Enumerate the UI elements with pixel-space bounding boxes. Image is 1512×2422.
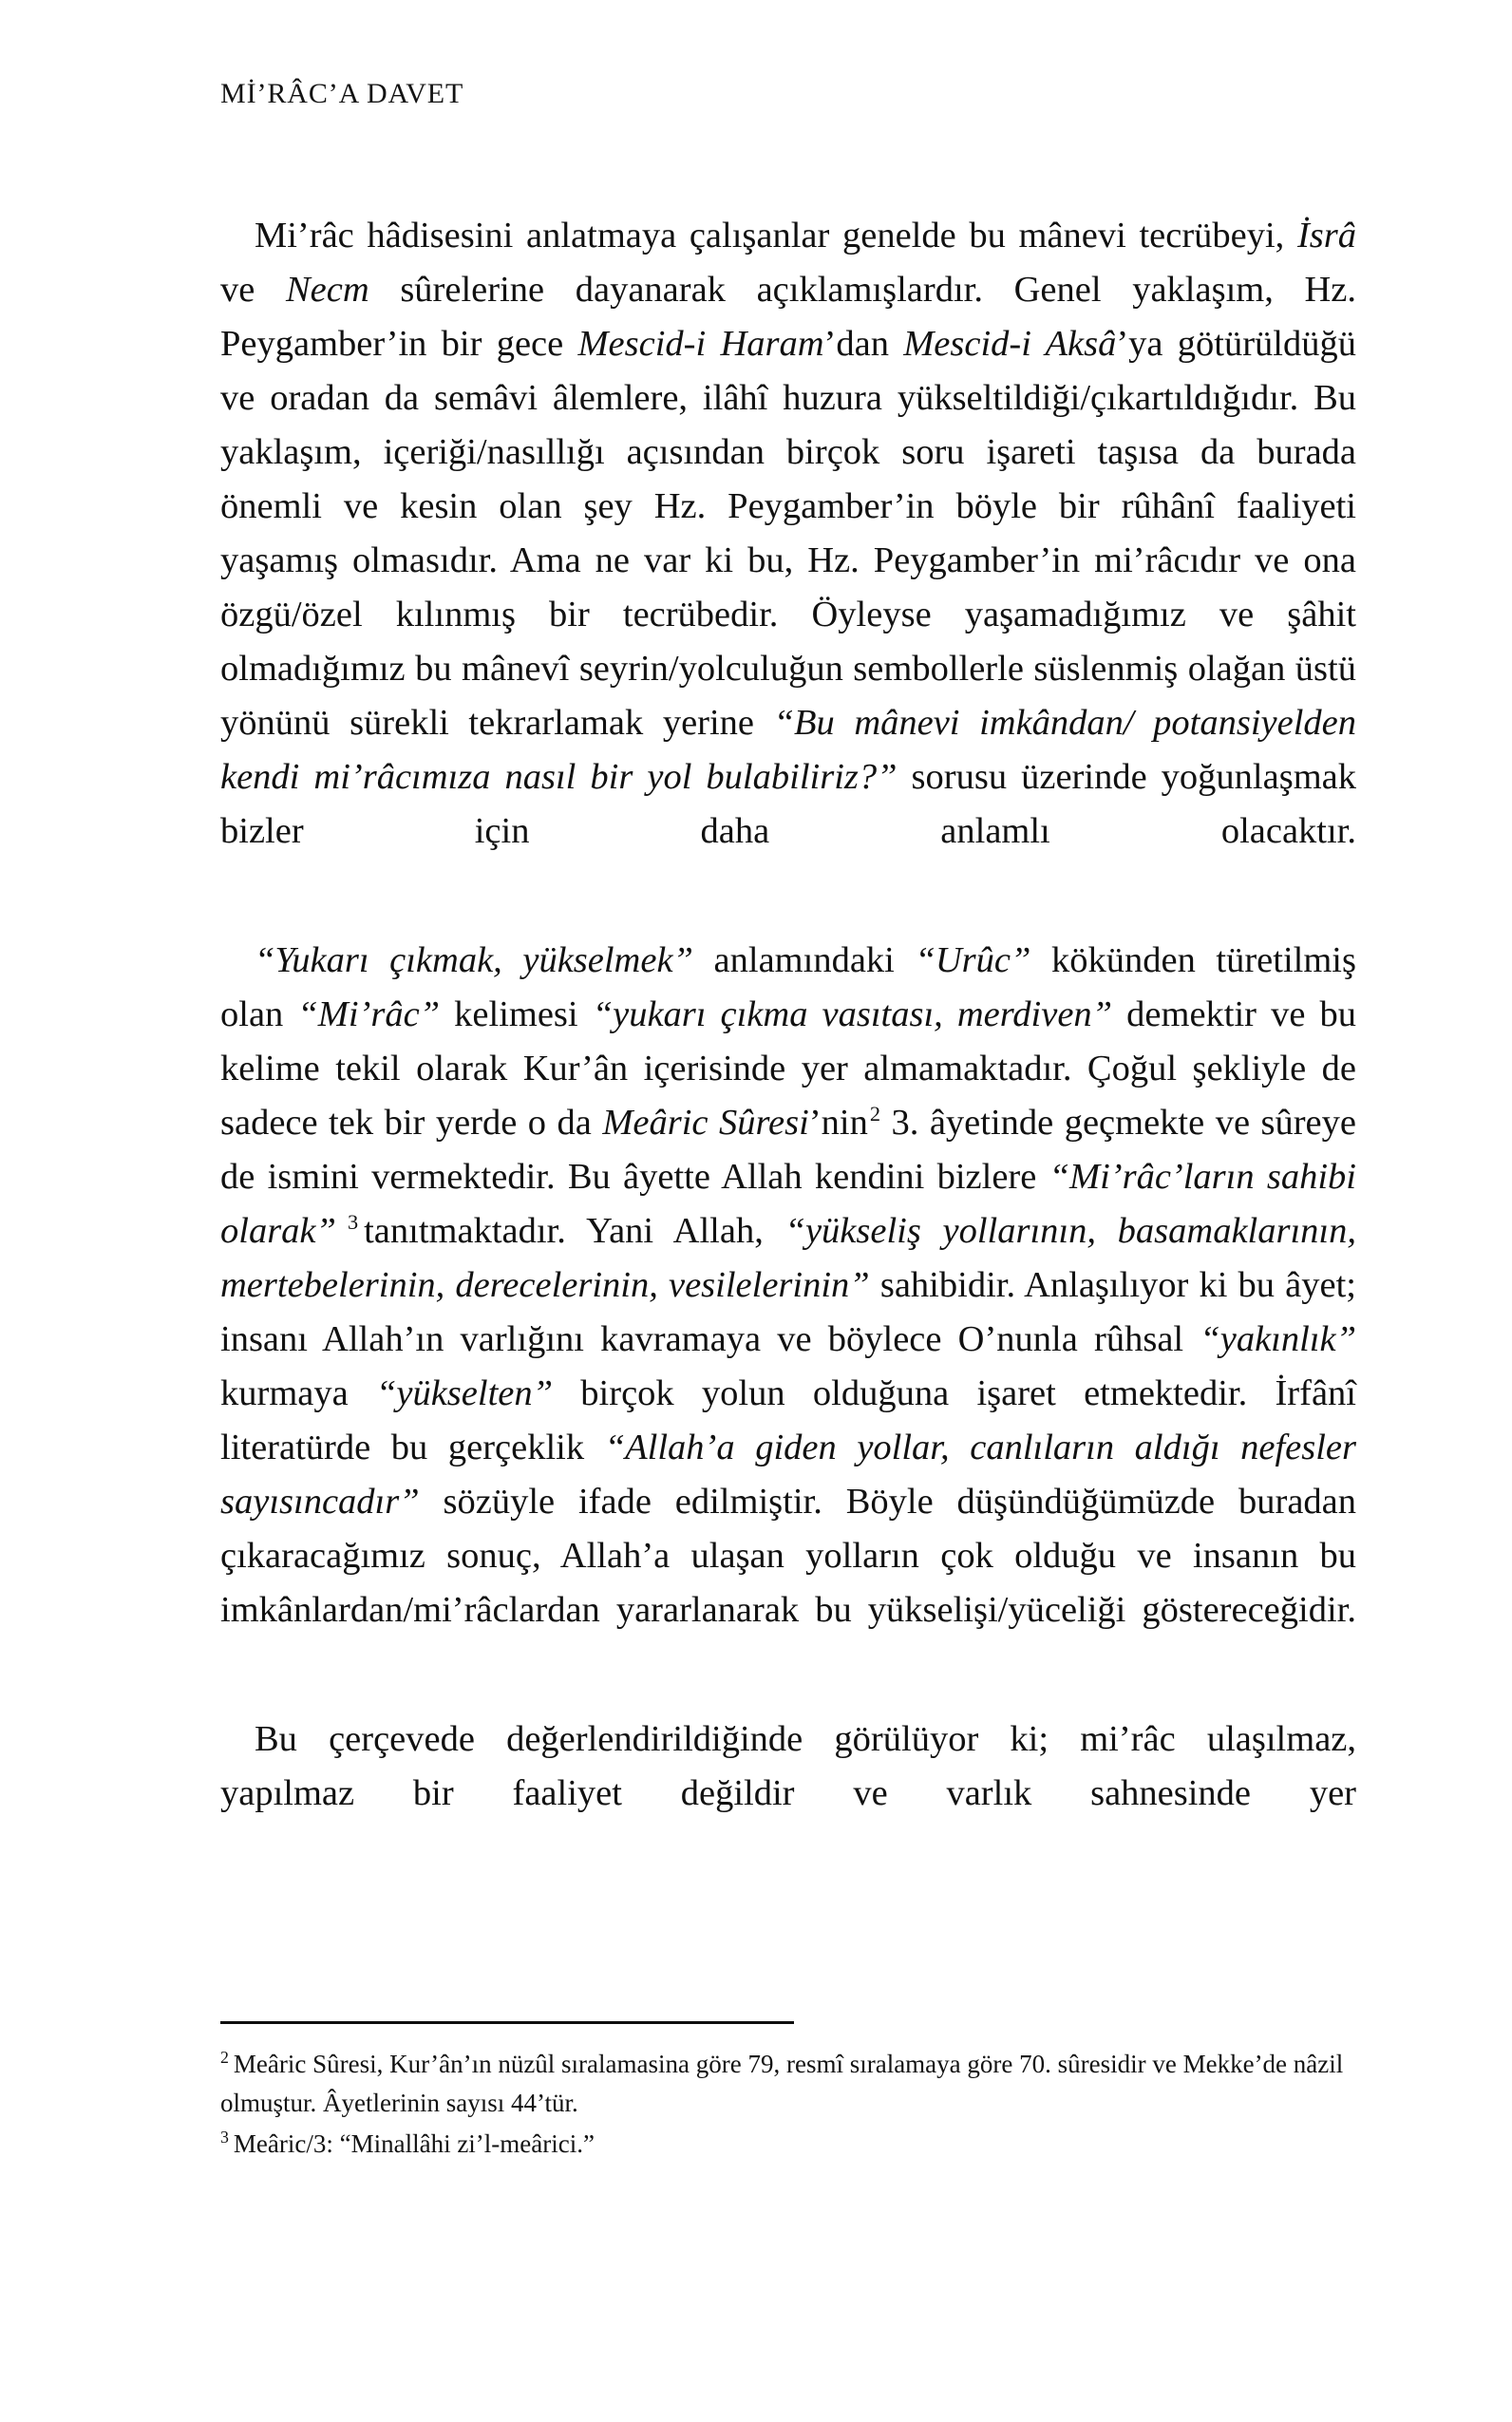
body-text: sözüyle ifade edilmiştir. Böyle düşündüğümüzde buradan çıkaracağımız sonuç, Allah’a ulaşan yolların çok olduğu ve insanın bu imkânlardan/mi’râclardan yararlanarak bu yükselişi/yüceliği göstereceğidir. [220,1482,1356,1630]
footnote-number: 3 [220,2128,229,2147]
body-text: sûrelerine dayanarak açıklamışlardır. Genel yaklaşım, Hz. Peygamber’in bir gece [220,270,1356,364]
body-text: kökünden türetilmiş olan [220,940,1356,1034]
running-head: Mİ’RÂC’A DAVET [220,78,464,109]
emphasis-text: Mescid-i Aksâ [903,324,1117,364]
footnote-reference: 2 [869,1102,881,1126]
emphasis-text: “Mi’râc” [297,994,441,1034]
body-text: Bu çerçevede değerlendirildiğinde görülüyor ki; mi’râc ulaşılmaz, yapılmaz bir faaliyet değildir ve varlık sahnesinde yer [220,1719,1356,1813]
body-text: kurmaya [220,1373,376,1413]
footnote-number: 2 [220,2048,229,2067]
footnote-area [220,2021,1360,2164]
body-text: kelimesi [440,994,593,1034]
body-text-column [220,209,1356,1875]
body-text: sahibidir. Anlaşılıyor ki bu âyet; insanı Allah’ın varlığını kavramaya ve böylece O’nunla rûhsal [220,1265,1357,1359]
paragraph-3 [220,1712,1356,1875]
emphasis-text: “yükseliş yollarının, basamaklarının, mertebelerinin, derecelerinin, vesilelerinin” [220,1211,1356,1305]
emphasis-text: İsrâ [1296,216,1356,255]
body-text: ve [220,270,286,310]
body-text: ’ya götürüldüğü ve oradan da semâvi âlemlere, ilâhî huzura yükseltildiği/çıkartıldığıdır. Bu yaklaşım, içeriği/nasıllığı açısından birçok soru işareti taşısa da burada önemli ve kesin olan şey Hz. Peygamber’in böyle bir rûhânî faaliyeti yaşamış olmasıdır. Ama ne var ki bu, Hz. Peygamber’in mi’râcıdır ve ona özgü/özel kılınmış bir tecrübedir. Öyleyse yaşamadığımız ve şâhit olmadığımız bu mânevî seyrin/yolculuğun sembollerle süslenmiş olağan üstü yönünü sürekli tekrarlamak yerine [220,324,1356,743]
emphasis-text: “yukarı çıkma vasıtası, merdiven” [592,994,1113,1034]
body-text: tanıtmaktadır. Yani Allah, [364,1211,785,1251]
body-text: birçok yolun olduğuna işaret etmektedir. İrfânî literatürde bu gerçeklik [220,1373,1356,1467]
footnote-text: Meâric/3: “Minallâhi zi’l-meârici.” [233,2129,595,2158]
body-text: Mi’râc hâdisesini anlatmaya çalışanlar genelde bu mânevi tecrübeyi, [255,216,1297,255]
emphasis-text: Mescid-i Haram [577,324,824,364]
emphasis-text: “Yukarı çıkmak, yükselmek” [255,940,693,980]
footnote-separator-rule [220,2021,794,2024]
emphasis-text: “Allah’a giden yollar, canlıların aldığı nefesler sayısıncadır” [220,1428,1356,1522]
emphasis-text: “Urûc” [915,940,1031,980]
paragraph-2 [220,934,1356,1692]
footnote-2 [220,2045,1360,2123]
footnote-3 [220,2125,1360,2164]
emphasis-text: “yakınlık” [1200,1319,1356,1359]
emphasis-text: Necm [286,270,369,310]
footnote-text: Meâric Sûresi, Kur’ân’ın nüzûl sıralamasina göre 79, resmî sıralamaya göre 70. sûresidir ve Mekke’de nâzil olmuştur. Âyetlerinin sayısı 44’tür. [220,2050,1344,2117]
body-text: ’dan [823,324,904,364]
emphasis-text: “Mi’râc’ların sahibi olarak” [220,1157,1356,1251]
emphasis-text: “Bu mânevi imkândan/ potansiyelden kendi mi’râcımıza nasıl bir yol bulabiliriz?” [220,703,1356,797]
body-text: anlamındaki [692,940,916,980]
body-text: 3. âyetinde geçmekte ve sûreye de ismini vermektedir. Bu âyette Allah kendini bizlere [220,1103,1356,1197]
emphasis-text: “yükselten” [375,1373,554,1413]
body-text: demektir ve bu kelime tekil olarak Kur’ân içerisinde yer almamaktadır. Çoğul şekliyle de sadece tek bir yerde o da [220,994,1356,1143]
footnote-reference: 3 [347,1210,359,1235]
body-text: sorusu üzerinde yoğunlaşmak bizler için daha anlamlı olacaktır. [220,757,1356,851]
body-text: ’nin [808,1103,868,1143]
emphasis-text: Meâric Sûresi [602,1103,809,1143]
paragraph-1 [220,209,1356,913]
